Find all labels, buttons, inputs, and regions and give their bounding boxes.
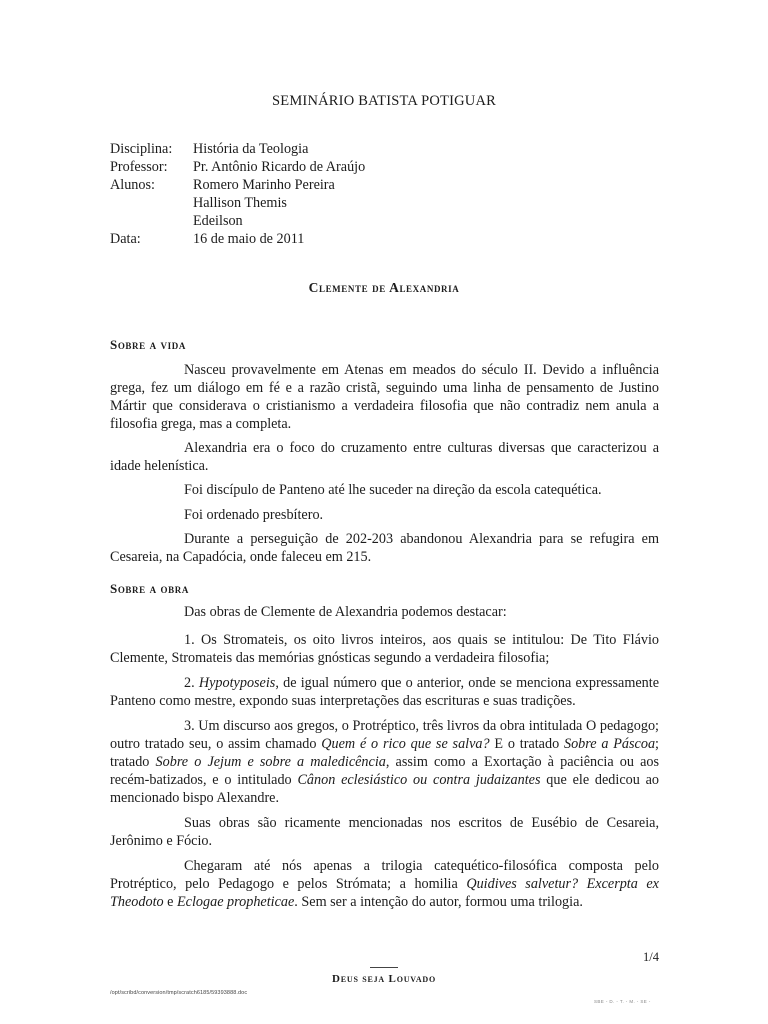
section-heading-vida: Sobre a vida: [110, 337, 186, 352]
meta-row-aluno-2: [110, 194, 365, 212]
meta-row-aluno-3: [110, 212, 365, 230]
meta-value: Pr. Antônio Ricardo de Araújo: [193, 159, 366, 175]
paragraph: [110, 674, 659, 710]
paragraph: Nasceu provavelmente em Atenas em meados do século II. Devido a influência grega, fez um diálogo em fé e a razão cristã, seguindo uma linha de pensamento de Justino Mártir que considerava o cristianismo a verdadeira filosofia que não contradiz nem anula a filosofia grega, mas a completa.: [110, 362, 659, 432]
section-body-vida: [110, 361, 659, 566]
meta-value: Edeilson: [193, 213, 243, 229]
paragraph: Durante a perseguição de 202-203 abandonou Alexandria para se refugira em Cesareia, na Capadócia, onde faleceu em 215.: [110, 531, 659, 565]
meta-value: Romero Marinho Pereira: [193, 177, 335, 193]
meta-label: Data:: [110, 231, 141, 247]
page-number: 1/4: [643, 950, 659, 964]
file-path: /opt/scribd/conversion/tmp/scratch6185/59393888.doc: [110, 990, 248, 996]
footer-motto: Deus seja Louvado: [331, 973, 437, 985]
meta-block: [110, 140, 365, 248]
work-title: Hypotyposeis: [198, 675, 276, 691]
work-title: Quem é o rico que se salva?: [321, 736, 490, 752]
footer-rule: [370, 967, 398, 968]
meta-label: Disciplina:: [110, 141, 173, 157]
text-run: 2.: [184, 675, 199, 691]
text-run: E o tratado: [489, 736, 564, 752]
school-name: SEMINÁRIO BATISTA POTIGUAR: [272, 93, 496, 109]
text-run: , de igual número que o anterior, onde se menciona expressamente Panteno como mestre, expondo suas interpretações das escrituras e suas tradições.: [110, 675, 660, 709]
text-run: ; tratado: [110, 736, 659, 770]
footer-reference: SBE - D. - T. - M. - SE -: [594, 999, 651, 1004]
work-title: Sobre o Jejum e sobre a maledicência: [155, 754, 386, 770]
text-run: . Sem ser a intenção do autor, formou uma trilogia.: [294, 894, 583, 910]
meta-value: Hallison Themis: [193, 195, 287, 211]
section-body-obra: [110, 603, 659, 911]
meta-row-alunos: [110, 176, 365, 194]
text-run: e: [163, 894, 178, 910]
paragraph: Alexandria era o foco do cruzamento entre culturas diversas que caracterizou a idade helenística.: [110, 440, 659, 474]
paragraph: Das obras de Clemente de Alexandria podemos destacar:: [184, 604, 507, 620]
paragraph: Suas obras são ricamente mencionadas nos escritos de Eusébio de Cesareia, Jerônimo e Fócio.: [110, 815, 659, 849]
paragraph: [110, 857, 659, 911]
meta-row-disciplina: [110, 140, 365, 158]
document-title: Clemente de Alexandria: [308, 280, 460, 295]
meta-value: História da Teologia: [193, 141, 309, 157]
text-run: , assim como a Exortação à paciência ou aos recém-batizados, e o intitulado: [110, 754, 660, 788]
paragraph: [110, 717, 659, 807]
meta-label: Professor:: [110, 159, 168, 175]
text-run: 3. Um discurso aos gregos, o Protréptico, três livros da obra intitulada O pedagogo; outro tratado seu, o assim chamado: [110, 718, 659, 752]
meta-label: [110, 212, 193, 230]
meta-row-data: [110, 230, 365, 248]
meta-value: 16 de maio de 2011: [193, 231, 305, 247]
meta-label: Alunos:: [110, 177, 155, 193]
text-run: que ele dedicou ao mencionado bispo Alexandre.: [110, 772, 660, 806]
meta-row-professor: [110, 158, 365, 176]
meta-label: [110, 194, 193, 212]
work-title: Quidives salvetur? Excerpta ex Theodoto: [110, 876, 659, 910]
text-run: Chegaram até nós apenas a trilogia catequético-filosófica composta pelo Protréptico, pelo Pedagogo e pelos Strómata; a homilia: [110, 858, 659, 892]
paragraph: Foi ordenado presbítero.: [184, 507, 324, 523]
work-title: Cânon eclesiástico ou contra judaizantes: [297, 772, 541, 788]
paragraph: Foi discípulo de Panteno até lhe suceder na direção da escola catequética.: [184, 482, 602, 498]
paragraph: 1. Os Stromateis, os oito livros inteiros, aos quais se intitulou: De Tito Flávio Clemente, Stromateis das memórias gnósticas segundo a verdadeira filosofia;: [110, 632, 659, 666]
work-title: Eclogae propheticae: [177, 894, 295, 910]
work-title: Sobre a Páscoa: [563, 736, 656, 752]
section-heading-obra: Sobre a obra: [110, 581, 189, 596]
